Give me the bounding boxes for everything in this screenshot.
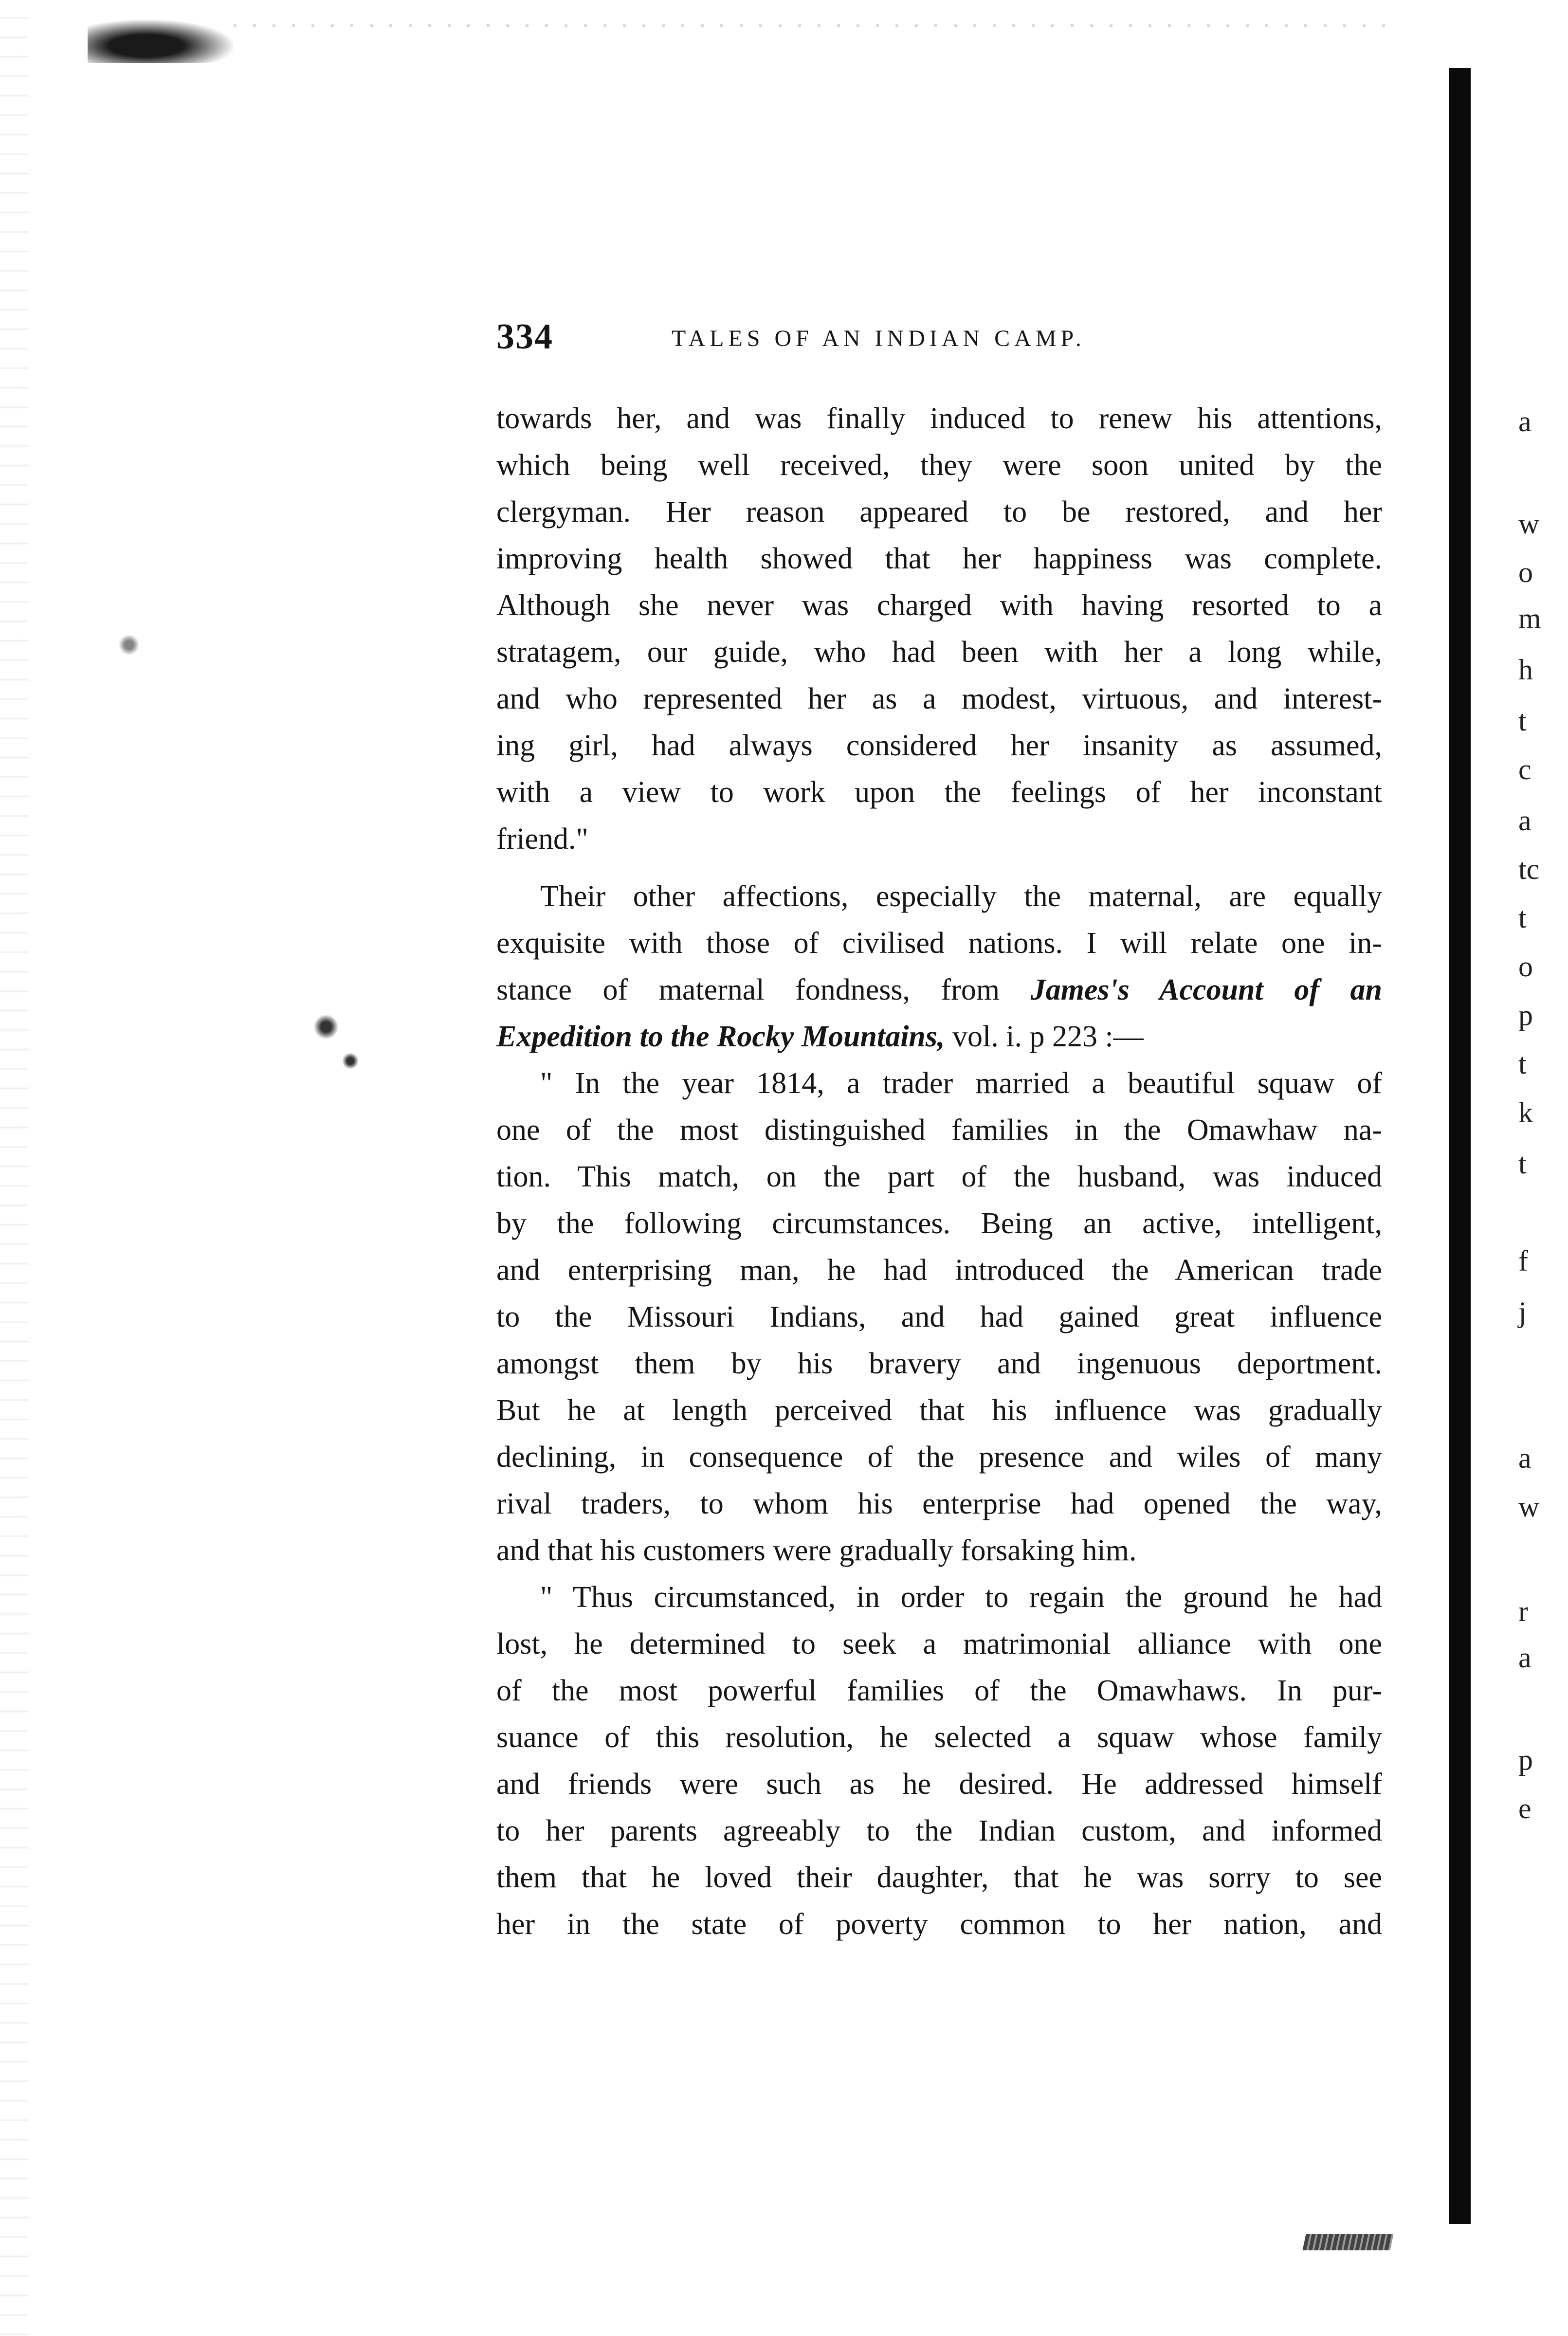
text-line: to the Missouri Indians, and had gained great influence (496, 1300, 1382, 1333)
text-line: towards her, and was finally induced to renew his attentions, (496, 402, 1382, 435)
text-line: But he at length perceived that his influence was gradually (496, 1394, 1382, 1427)
scan-smudge-top-left (88, 19, 234, 63)
facing-page-letter: m (1518, 602, 1541, 635)
facing-page-letter: t (1518, 1048, 1527, 1080)
facing-page-letter: w (1518, 508, 1540, 540)
citation-title-continued: Expedition to the Rocky Mountains, (496, 1020, 945, 1053)
facing-page-letter: h (1518, 654, 1533, 686)
facing-page-letter: j (1518, 1296, 1527, 1328)
running-title: TALES OF AN INDIAN CAMP. (672, 326, 1086, 351)
text-line: tion. This match, on the part of the husband, was induced (496, 1160, 1382, 1193)
facing-page-letter: k (1518, 1096, 1533, 1129)
text-line: of the most powerful families of the Omawhaws. In pur- (496, 1674, 1382, 1707)
text-line: and who represented her as a modest, virtuous, and interest- (496, 682, 1382, 715)
facing-page-letter: c (1518, 753, 1532, 785)
text-line: exquisite with those of civilised nations. I will relate one in- (496, 927, 1382, 960)
facing-page-letter: e (1518, 1792, 1532, 1825)
text-line: amongst them by his bravery and ingenuous deportment. (496, 1347, 1382, 1380)
facing-page-letter: p (1518, 999, 1533, 1031)
text-line: Although she never was charged with having resorted to a (496, 589, 1382, 622)
text-fragment: stance of maternal fondness, from (496, 973, 1000, 1006)
text-line: and enterprising man, he had introduced the American trade (496, 1254, 1382, 1287)
ink-speck (341, 1051, 360, 1071)
facing-page-letter: a (1518, 804, 1532, 837)
facing-page-letter: t (1518, 1148, 1527, 1180)
text-line-with-citation (496, 967, 1382, 1013)
scan-noise-left-margin (0, 0, 29, 2336)
text-line: rival traders, to whom his enterprise had opened the way, (496, 1487, 1382, 1520)
facing-page-letter: a (1518, 1442, 1532, 1474)
ink-speck (117, 633, 141, 657)
text-line: which being well received, they were soon united by the (496, 449, 1382, 482)
citation-reference: vol. i. p 223 :— (952, 1020, 1144, 1053)
facing-page-letter: t (1518, 902, 1527, 934)
text-line: " Thus circumstanced, in order to regain the ground he had (540, 1581, 1382, 1614)
text-line: with a view to work upon the feelings of her inconstant (496, 776, 1382, 809)
text-line: improving health showed that her happiness was complete. (496, 542, 1382, 575)
binding-foot-mark (1302, 2234, 1393, 2250)
facing-page-letter: a (1518, 405, 1532, 438)
citation-title: James's Account of an (1030, 973, 1383, 1006)
running-head (496, 316, 1416, 365)
text-line: and friends were such as he desired. He addressed himself (496, 1768, 1382, 1801)
facing-page-letter: w (1518, 1491, 1540, 1523)
ink-speck (311, 1012, 341, 1041)
text-line: clergyman. Her reason appeared to be restored, and her (496, 495, 1382, 529)
text-line: them that he loved their daughter, that he was sorry to see (496, 1861, 1382, 1894)
text-line: " In the year 1814, a trader married a beautiful squaw of (540, 1067, 1382, 1100)
text-line: friend." (496, 822, 588, 856)
text-line: and that his customers were gradually forsaking him. (496, 1534, 1137, 1567)
text-line: to her parents agreeably to the Indian custom, and informed (496, 1814, 1382, 1847)
text-line-with-citation (496, 1013, 1382, 1060)
text-line: ing girl, had always considered her insanity as assumed, (496, 729, 1382, 762)
page-number: 334 (496, 317, 553, 357)
facing-page-letter: p (1518, 1744, 1533, 1776)
facing-page-letter: a (1518, 1642, 1532, 1674)
facing-page-letter: r (1518, 1595, 1528, 1627)
page-binding-shadow (1449, 68, 1471, 2224)
text-line: by the following circumstances. Being an active, intelligent, (496, 1207, 1382, 1240)
text-line: stratagem, our guide, who had been with her a long while, (496, 636, 1382, 669)
facing-page-letter: f (1518, 1245, 1528, 1277)
scan-noise-top-edge (234, 24, 1402, 27)
facing-page-letter: t (1518, 705, 1527, 737)
text-line: lost, he determined to seek a matrimonial alliance with one (496, 1627, 1382, 1661)
facing-page-letter: o (1518, 556, 1533, 588)
facing-page-letter: o (1518, 950, 1533, 983)
text-line: her in the state of poverty common to her nation, and (496, 1908, 1382, 1941)
text-line: one of the most distinguished families in the Omawhaw na- (496, 1113, 1382, 1147)
text-line: declining, in consequence of the presence and wiles of many (496, 1441, 1382, 1474)
facing-page-letter: tc (1518, 853, 1540, 885)
text-line: suance of this resolution, he selected a squaw whose family (496, 1721, 1382, 1754)
text-line: Their other affections, especially the maternal, are equally (540, 880, 1382, 913)
body-text (496, 395, 1382, 1948)
